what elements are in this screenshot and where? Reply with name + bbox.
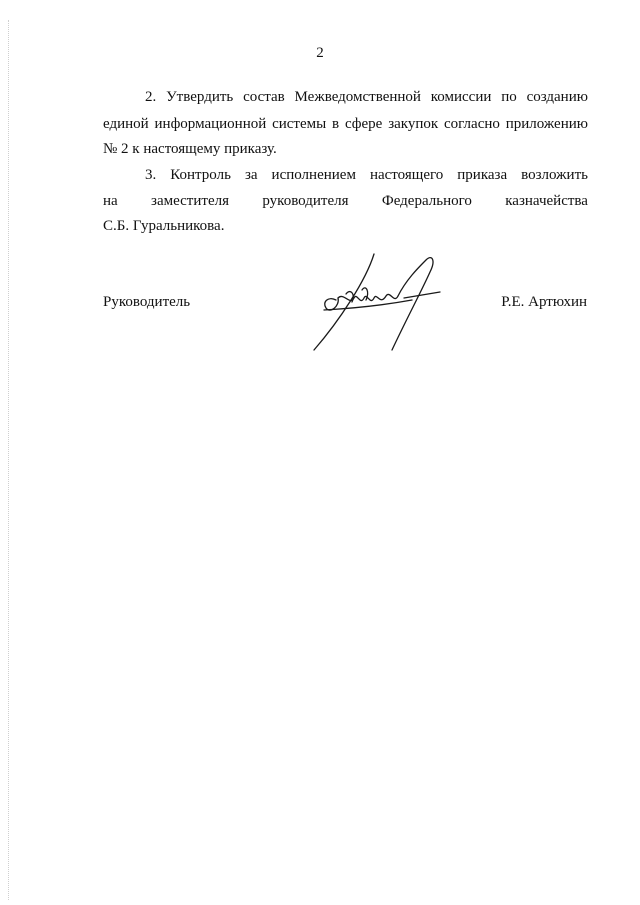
- word: руководителя: [262, 193, 349, 209]
- item2-line1: [145, 88, 588, 106]
- word: в: [332, 116, 340, 132]
- word: казначейства: [505, 193, 588, 209]
- word: согласно: [444, 116, 500, 132]
- word: состав: [243, 89, 285, 105]
- scan-edge-mark: [8, 20, 10, 900]
- item3-line2: [103, 192, 588, 210]
- word: информационной: [154, 116, 267, 132]
- word: созданию: [526, 89, 588, 105]
- word: по: [501, 89, 517, 105]
- word: Федерального: [381, 193, 472, 209]
- item3-line3: С.Б. Гуральникова.: [103, 218, 225, 234]
- word: исполнением: [271, 167, 356, 183]
- item3-line1: [145, 166, 588, 184]
- signer-name: Р.Е. Артюхин: [501, 294, 587, 310]
- page-number: 2: [316, 45, 324, 61]
- word: сфере: [344, 116, 383, 132]
- word: Утвердить: [166, 89, 234, 105]
- word: возложить: [521, 167, 588, 183]
- word: 2.: [145, 89, 157, 105]
- word: приложению: [505, 116, 588, 132]
- item2-line3: № 2 к настоящему приказу.: [103, 141, 277, 157]
- word: Межведомственной: [294, 89, 421, 105]
- word: приказа: [457, 167, 508, 183]
- word: комиссии: [430, 89, 492, 105]
- word: за: [244, 167, 258, 183]
- word: 3.: [145, 167, 157, 183]
- signer-title: Руководитель: [103, 294, 191, 310]
- word: закупок: [388, 116, 439, 132]
- word: заместителя: [151, 193, 229, 209]
- word: единой: [103, 116, 149, 132]
- word: системы: [272, 116, 327, 132]
- word: на: [103, 193, 118, 209]
- word: Контроль: [170, 167, 231, 183]
- word: настоящего: [369, 167, 444, 183]
- handwritten-signature-icon: [300, 250, 460, 360]
- item2-line2: [103, 115, 588, 133]
